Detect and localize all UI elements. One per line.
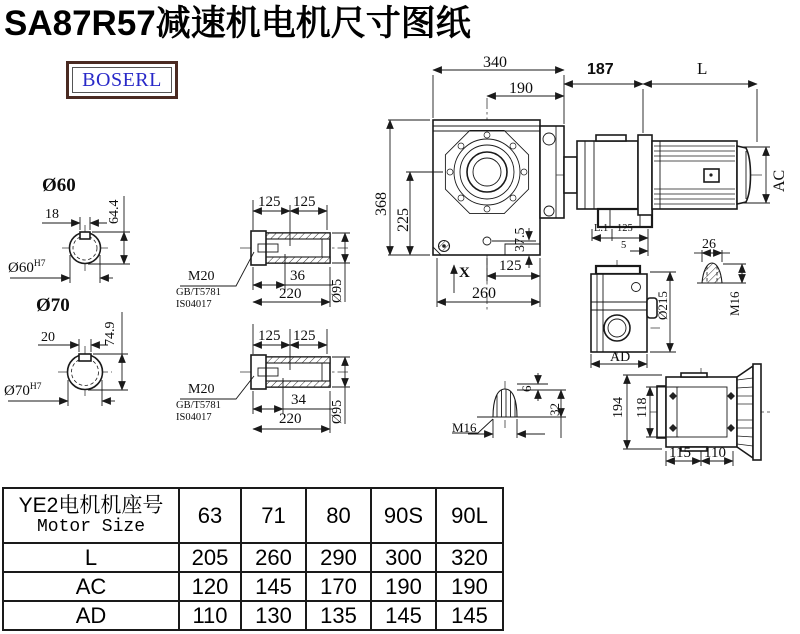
h2-dim-dia95: Ø95 [330, 399, 345, 424]
dim-label-118: 118 [635, 397, 650, 418]
h1-dim-125a: 125 [258, 194, 281, 210]
dim-label-110: 110 [704, 445, 726, 461]
plug-detail [694, 250, 746, 283]
size-90S: 90S [371, 488, 436, 543]
AD-90L: 145 [436, 601, 503, 630]
h2-thread-m20: M20 [188, 382, 215, 397]
motor-size-label-en: Motor Size [36, 516, 146, 537]
dim-label-20: 20 [41, 330, 55, 345]
dim-label-125-small: 125 [617, 223, 633, 234]
size-80: 80 [306, 488, 371, 543]
AC-90L: 190 [436, 572, 503, 601]
dim-label-125-bottom: 125 [499, 258, 522, 274]
motor-size-label-cn: YE2电机机座号 [18, 493, 164, 517]
table-row-L [3, 543, 503, 572]
table-row-AC [3, 572, 503, 601]
table-row-AD [3, 601, 503, 630]
h1-thread-m20: M20 [188, 269, 215, 284]
dim-label-32: 32 [547, 403, 562, 416]
dim-label-225: 225 [395, 208, 412, 232]
label-bore-60: $Ø60^{H7}$ [8, 259, 46, 276]
h1-dim-dia95: Ø95 [330, 278, 345, 303]
dim-label-AC: AC [771, 169, 788, 192]
AD-71: 130 [241, 601, 306, 630]
label-bore-70: $Ø70^{H7}$ [4, 382, 42, 399]
page-title: SA87R57减速机电机尺寸图纸 [4, 4, 471, 43]
AC-90S: 190 [371, 572, 436, 601]
gearbox-front-view [388, 70, 572, 310]
dim-label-L1: L.1 [594, 223, 609, 234]
h1-dim-220: 220 [279, 286, 302, 302]
dim-label-L: L [697, 59, 708, 78]
AD-80: 135 [306, 601, 371, 630]
dim-label-dia215: Ø215 [655, 291, 670, 320]
label-dia70: Ø70 [36, 295, 70, 316]
AC-80: 170 [306, 572, 371, 601]
h2-dim-125a: 125 [258, 328, 281, 344]
row-label-AD: AD [3, 601, 179, 630]
dim-label-340: 340 [483, 54, 507, 71]
dim-label-26: 26 [702, 237, 716, 252]
h1-std-iso: IS04017 [176, 299, 212, 310]
dim-label-260: 260 [472, 285, 496, 302]
gearmotor-side-view [556, 84, 770, 256]
h2-dim-34: 34 [291, 392, 306, 408]
h2-dim-125b: 125 [293, 328, 316, 344]
size-90L: 90L [436, 488, 503, 543]
size-71: 71 [241, 488, 306, 543]
dim-label-368: 368 [373, 192, 390, 216]
dim-label-18: 18 [45, 207, 59, 222]
dim-label-194: 194 [611, 397, 626, 418]
row-label-L: L [3, 543, 179, 572]
L-71: 260 [241, 543, 306, 572]
marker-label-x: X [459, 265, 470, 281]
L-90S: 300 [371, 543, 436, 572]
brand-logo [66, 61, 178, 99]
AC-71: 145 [241, 572, 306, 601]
dim-label-74-9: 74.9 [103, 321, 118, 346]
AC-63: 120 [179, 572, 241, 601]
dim-label-AD: AD [610, 350, 631, 365]
dim-label-115: 115 [669, 445, 691, 461]
h1-dim-125b: 125 [293, 194, 316, 210]
table-header-row [3, 488, 503, 543]
AD-63: 110 [179, 601, 241, 630]
dim-label-6: 6 [519, 385, 534, 392]
label-dia60: Ø60 [42, 175, 76, 196]
motor-size-table [2, 487, 504, 631]
h1-dim-36: 36 [290, 268, 305, 284]
L-63: 205 [179, 543, 241, 572]
table-header-cell [3, 488, 179, 543]
AD-90S: 145 [371, 601, 436, 630]
size-63: 63 [179, 488, 241, 543]
L-90L: 320 [436, 543, 503, 572]
dim-label-37-5: 37.5 [513, 227, 528, 252]
plug-thread-m16: M16 [727, 291, 742, 316]
h2-std-iso: IS04017 [176, 412, 212, 423]
key-thread-m16: M16 [452, 420, 477, 435]
dim-label-190: 190 [509, 80, 533, 97]
dim-label-64-4: 64.4 [107, 199, 122, 224]
dim-label-5: 5 [621, 240, 627, 251]
row-label-AC: AC [3, 572, 179, 601]
h2-dim-220: 220 [279, 411, 302, 427]
brand-logo-text: BOSERL [72, 67, 172, 93]
h2-std-gb: GB/T5781 [176, 400, 221, 411]
dim-label-187: 187 [587, 61, 614, 78]
h1-std-gb: GB/T5781 [176, 287, 221, 298]
L-80: 290 [306, 543, 371, 572]
